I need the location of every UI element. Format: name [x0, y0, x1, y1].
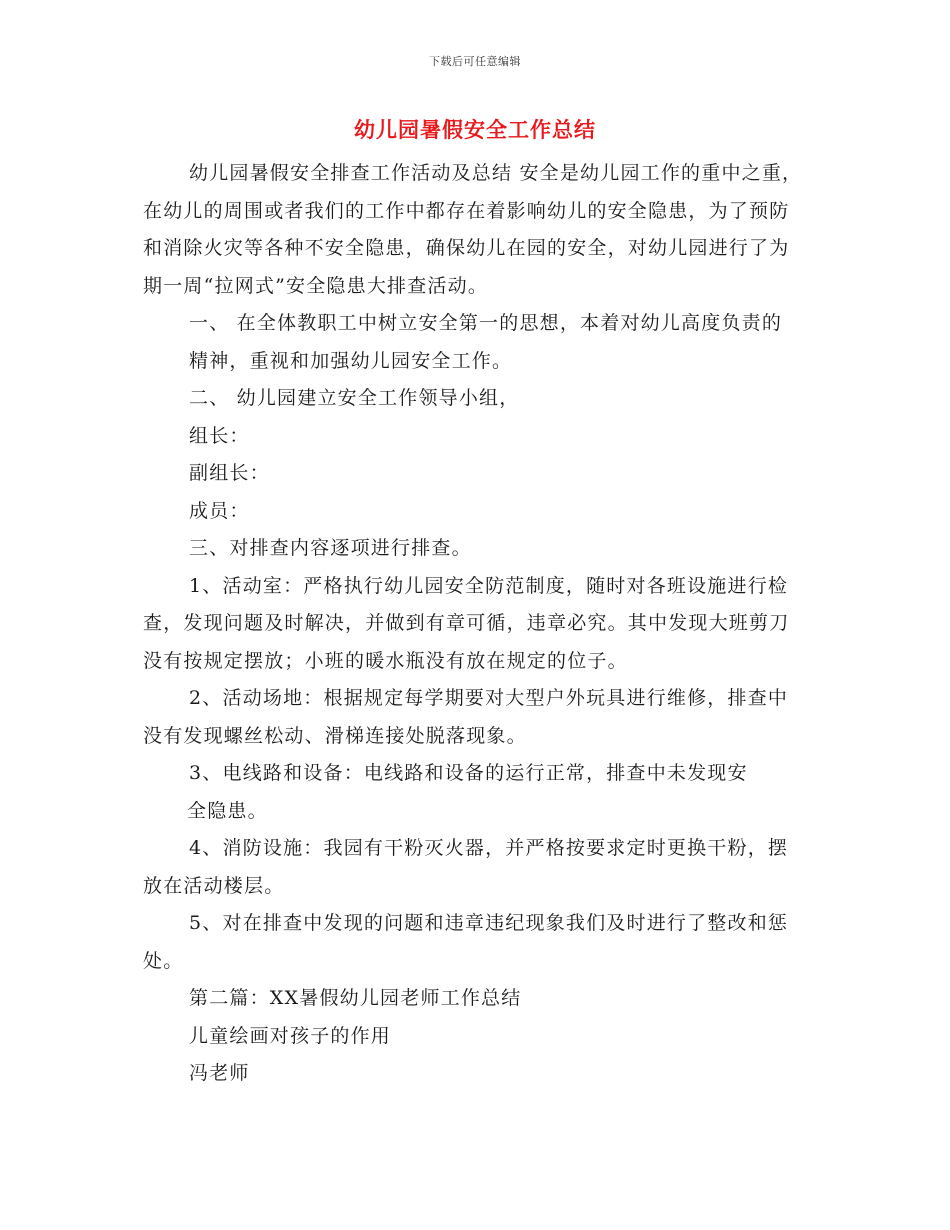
paragraph-leader: 组长： [189, 424, 250, 447]
paragraph-members: 成员： [189, 499, 250, 522]
paragraph-second-chapter: 第二篇：XX暑假幼儿园老师工作总结 [189, 987, 522, 1009]
paragraph-deputy-leader: 副组长： [189, 462, 270, 484]
paragraph-rectify: 5、对在排查中发现的问题和违章违纪现象我们及时进行了整改和惩处。 [143, 912, 789, 972]
paragraph-teacher: 冯老师 [189, 1062, 250, 1084]
paragraph-fire: 4、消防设施：我园有干粉灭火器，并严格按要求定时更换干粉，摆放在活动楼层。 [143, 837, 789, 897]
paragraph-drawing-title: 儿童绘画对孩子的作用 [189, 1024, 392, 1047]
document-body [143, 155, 808, 1093]
paragraph-activity-field: 2、活动场地：根据规定每学期要对大型户外玩具进行维修，排查中没有发现螺丝松动、滑梯连接处脱落现象。 [143, 687, 789, 747]
paragraph-item-2: 二、 幼儿园建立安全工作领导小组， [189, 387, 520, 409]
document-title: 幼儿园暑假安全工作总结 [354, 117, 596, 142]
paragraph-electric: 3、电线路和设备：电线路和设备的运行正常，排查中未发现安 [189, 762, 748, 784]
paragraph-activity-room: 1、活动室：严格执行幼儿园安全防范制度，随时对各班设施进行检查，发现问题及时解决，并做到有章可循，违章必究。其中发现大班剪刀没有按规定摆放；小班的暖水瓶没有放在规定的位子。 [143, 574, 790, 672]
paragraph-electric-continued: 全隐患。 [187, 799, 268, 822]
paragraph-item-1: 一、 在全体教职工中树立安全第一的思想，本着对幼儿高度负责的 [189, 312, 783, 334]
paragraph-item-1-continued: 精神，重视和加强幼儿园安全工作。 [189, 349, 513, 372]
paragraph-item-3: 三、对排查内容逐项进行排查。 [189, 537, 472, 559]
page-header-note: 下载后可任意编辑 [429, 55, 521, 68]
paragraph-intro: 幼儿园暑假安全排查工作活动及总结 安全是幼儿园工作的重中之重，在幼儿的周围或者我们的工作中都存在着影响幼儿的安全隐患，为了预防和消除火灾等各种不安全隐患，确保幼儿在园的安全，对幼儿园进行了为期一周“拉网式”安全隐患大排查活动。 [143, 162, 803, 297]
